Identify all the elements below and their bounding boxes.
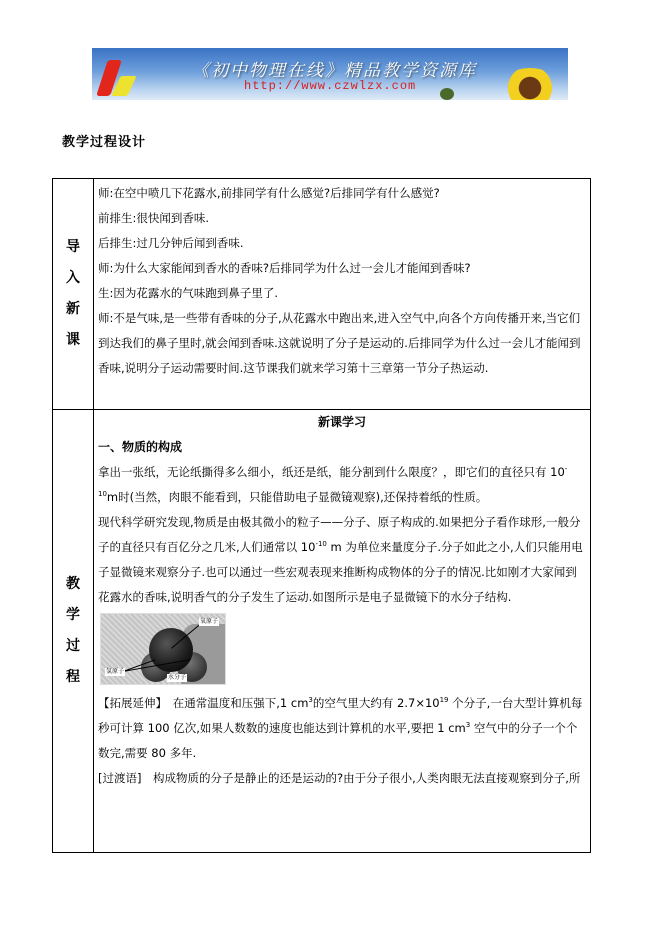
text: 的空气里大约有 2.7×10 [312, 696, 440, 710]
extension-label: 【拓展延伸】 [98, 696, 162, 710]
text: 空气中的分子一个个数完,需要 80 多年. [98, 721, 578, 760]
dialogue-line: 后排生:过几分钟后闻到香味. [98, 236, 244, 250]
dialogue-line: 师:在空中喷几下花露水,前排同学有什么感觉?后排同学有什么感觉? [98, 186, 440, 200]
text: 拿出一张纸，无论纸撕得多么细小，纸还是纸，能分割到什么限度？，即它们的直径只有 10 [98, 465, 565, 479]
transition-paragraph: [过渡语] 构成物质的分子是静止的还是运动的?由于分子很小,人类肉眼无法直接观察到分子,所 [98, 771, 581, 785]
exponent: -10 [98, 465, 568, 499]
section-title: 新课学习 [317, 415, 366, 429]
plant-decoration [440, 88, 454, 100]
dialogue-line: 前排生:很快闻到香味. [98, 211, 210, 225]
paragraph [98, 460, 586, 510]
text: 现代科学研究发现,物质是由极其微小的粒子——分子、原子构成的.如果把分子看作球形,一般分子的直径只有百亿分之几米,人们通常以 10 [98, 515, 581, 554]
text: 在通常温度和压强下,1 cm [161, 696, 309, 710]
subsection-title: 一、物质的构成 [98, 440, 183, 454]
text: m 为单位来量度分子.分子如此之小,人们只能用电子显微镜来观察分子.也可以通过一些宏观表现来推断构成物体的分子的情况.比如刚才大家闻到花露水的香味,说明香气的分子发生了运动.如图所示是电子显微镜下的水分子结构. [98, 540, 583, 604]
lesson-table [52, 178, 591, 853]
paragraph [98, 510, 586, 610]
process-side-label [53, 410, 94, 853]
sunflower-decoration [500, 68, 560, 100]
exponent: 3 [465, 721, 471, 730]
banner-url: http://www.czwlzx.com [244, 79, 417, 93]
process-content [94, 410, 591, 853]
intro-content [94, 179, 591, 410]
process-row [53, 410, 591, 853]
extension-paragraph [98, 691, 586, 766]
dialogue-line: 师:为什么大家能闻到香水的香味?后排同学为什么过一会儿才能闻到香味? [98, 261, 471, 275]
dialogue-line: 师:不是气味,是一些带有香味的分子,从花露水中跑出来,进入空气中,向各个方向传播开来,当它们到达我们的鼻子里时,就会闻到香味.这就说明了分子是运动的.后排同学为什么过一会儿才能闻到香味,说明分子运动需要时间.这节课我们就来学习第十三章第一节分子热运动. [98, 311, 581, 375]
text: 个分子,一台大型计算机每秒可计算 100 亿次,如果人数数的速度也能达到计算机的水平,要把 1 cm [98, 696, 583, 735]
side-char: 过 [66, 638, 80, 654]
side-char: 程 [66, 669, 80, 685]
banner-title: 《初中物理在线》精品教学资源库 [192, 61, 477, 81]
exponent: 19 [439, 696, 449, 705]
intro-side-label [53, 179, 94, 410]
label-hydrogen: 氢原子 [106, 668, 125, 675]
intro-row [53, 179, 591, 410]
exponent: -10 [315, 540, 327, 549]
label-oxygen: 氧原子 [200, 618, 219, 625]
side-char: 教 [66, 576, 80, 592]
header-banner [92, 48, 568, 100]
side-char: 课 [66, 332, 80, 348]
document-heading: 教学过程设计 [62, 135, 147, 150]
water-molecule-figure [100, 613, 226, 685]
side-char: 导 [66, 239, 80, 255]
side-char: 学 [66, 607, 80, 623]
text: m时(当然，肉眼不能看到，只能借助电子显微镜观察),还保持着纸的性质。 [106, 490, 488, 504]
dialogue-line: 生:因为花露水的气味跑到鼻子里了. [98, 286, 279, 300]
side-char: 新 [66, 301, 80, 317]
exponent: 3 [308, 696, 313, 705]
label-water: 水分子 [168, 674, 187, 681]
side-char: 入 [66, 270, 80, 286]
